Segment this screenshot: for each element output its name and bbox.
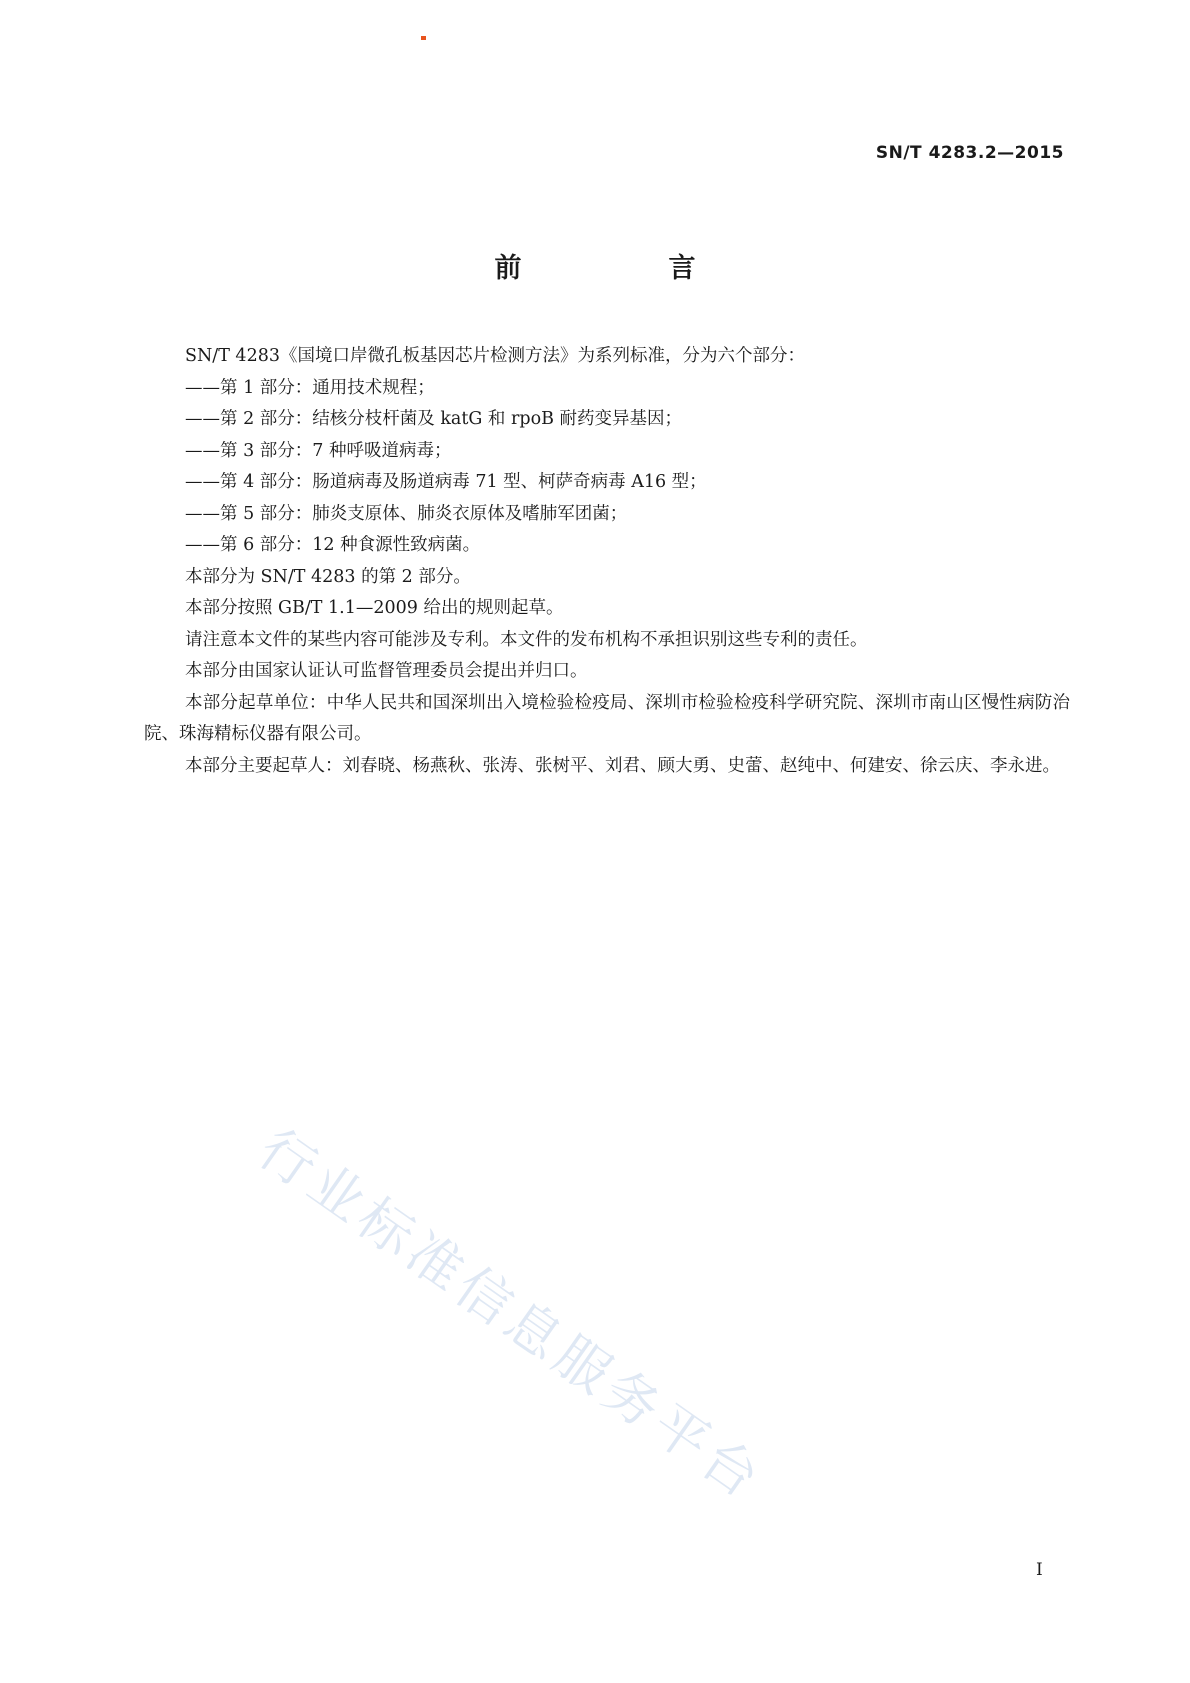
watermark: 行业标准信息服务平台 xyxy=(247,1117,776,1513)
part-item: ——第 1 部分：通用技术规程； xyxy=(185,377,435,398)
part-item: ——第 3 部分：7 种呼吸道病毒； xyxy=(185,440,452,461)
page-number: I xyxy=(1036,1560,1043,1580)
body-paragraph: 本部分为 SN/T 4283 的第 2 部分。 xyxy=(185,566,471,587)
body-paragraph: 本部分按照 GB/T 1.1—2009 给出的规则起草。 xyxy=(185,598,564,618)
corner-mark xyxy=(421,36,426,40)
page-title: 前 言 xyxy=(494,253,756,284)
part-item: ——第 5 部分：肺炎支原体、肺炎衣原体及嗜肺军团菌； xyxy=(185,503,628,524)
part-item: ——第 4 部分：肠道病毒及肠道病毒 71 型、柯萨奇病毒 A16 型； xyxy=(185,472,707,492)
body-paragraph: 本部分主要起草人：刘春晓、杨燕秋、张涛、张树平、刘君、顾大勇、史蕾、赵纯中、何建安、徐云庆、李永进。 xyxy=(185,755,1060,776)
body-paragraph: 本部分起草单位：中华人民共和国深圳出入境检验检疫局、深圳市检验检疫科学研究院、深圳市南山区慢性病防治院、珠海精标仪器有限公司。 xyxy=(144,692,1070,744)
intro-paragraph: SN/T 4283《国境口岸微孔板基因芯片检测方法》为系列标准，分为六个部分： xyxy=(185,346,805,366)
foreword-body xyxy=(144,341,1070,782)
body-paragraph: 请注意本文件的某些内容可能涉及专利。本文件的发布机构不承担识别这些专利的责任。 xyxy=(185,629,868,650)
body-paragraph: 本部分由国家认证认可监督管理委员会提出并归口。 xyxy=(185,661,588,681)
standard-code: SN/T 4283.2—2015 xyxy=(875,143,1064,163)
part-item: ——第 2 部分：结核分枝杆菌及 katG 和 rpoB 耐药变异基因； xyxy=(185,409,683,429)
part-item: ——第 6 部分：12 种食源性致病菌。 xyxy=(185,535,481,555)
